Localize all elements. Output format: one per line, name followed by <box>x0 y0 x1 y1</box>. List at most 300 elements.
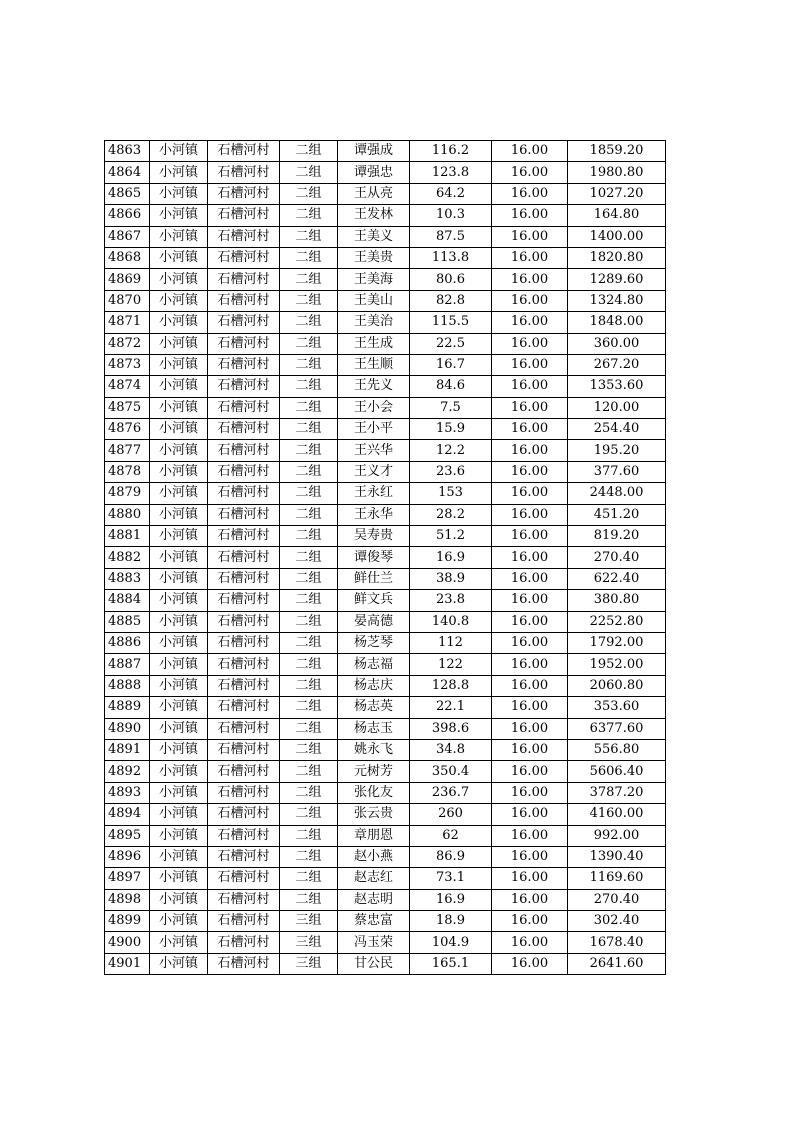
area-cell: 16.9 <box>410 547 492 568</box>
area-cell: 128.8 <box>410 675 492 696</box>
table-row <box>105 333 666 354</box>
name-cell: 王永红 <box>338 483 410 504</box>
name-cell: 王小平 <box>338 419 410 440</box>
area-cell: 112 <box>410 632 492 653</box>
village-cell: 石槽河村 <box>208 568 280 589</box>
row-number-cell: 4879 <box>105 483 150 504</box>
village-cell: 石槽河村 <box>208 739 280 760</box>
village-cell: 石槽河村 <box>208 654 280 675</box>
row-number-cell: 4873 <box>105 354 150 375</box>
row-number-cell: 4894 <box>105 804 150 825</box>
town-cell: 小河镇 <box>150 718 208 739</box>
group-cell: 二组 <box>280 654 338 675</box>
name-cell: 元树芳 <box>338 761 410 782</box>
town-cell: 小河镇 <box>150 269 208 290</box>
amount-cell: 622.40 <box>568 568 666 589</box>
name-cell: 王永华 <box>338 504 410 525</box>
village-cell: 石槽河村 <box>208 611 280 632</box>
town-cell: 小河镇 <box>150 162 208 183</box>
row-number-cell: 4881 <box>105 526 150 547</box>
amount-cell: 353.60 <box>568 697 666 718</box>
rate-cell: 16.00 <box>492 397 568 418</box>
rate-cell: 16.00 <box>492 141 568 162</box>
group-cell: 二组 <box>280 247 338 268</box>
rate-cell: 16.00 <box>492 825 568 846</box>
area-cell: 123.8 <box>410 162 492 183</box>
village-cell: 石槽河村 <box>208 526 280 547</box>
group-cell: 二组 <box>280 782 338 803</box>
group-cell: 三组 <box>280 932 338 953</box>
amount-cell: 1792.00 <box>568 632 666 653</box>
name-cell: 杨志庆 <box>338 675 410 696</box>
table-row <box>105 205 666 226</box>
amount-cell: 377.60 <box>568 461 666 482</box>
village-cell: 石槽河村 <box>208 504 280 525</box>
table-row <box>105 183 666 204</box>
table-row <box>105 162 666 183</box>
table-row <box>105 761 666 782</box>
name-cell: 张化友 <box>338 782 410 803</box>
group-cell: 二组 <box>280 440 338 461</box>
village-cell: 石槽河村 <box>208 440 280 461</box>
table-row <box>105 825 666 846</box>
name-cell: 蔡忠富 <box>338 911 410 932</box>
row-number-cell: 4887 <box>105 654 150 675</box>
town-cell: 小河镇 <box>150 675 208 696</box>
name-cell: 吴寿贵 <box>338 526 410 547</box>
name-cell: 王生成 <box>338 333 410 354</box>
group-cell: 二组 <box>280 226 338 247</box>
group-cell: 二组 <box>280 889 338 910</box>
rate-cell: 16.00 <box>492 461 568 482</box>
amount-cell: 195.20 <box>568 440 666 461</box>
table-row <box>105 611 666 632</box>
row-number-cell: 4893 <box>105 782 150 803</box>
amount-cell: 451.20 <box>568 504 666 525</box>
table-row <box>105 718 666 739</box>
row-number-cell: 4870 <box>105 290 150 311</box>
town-cell: 小河镇 <box>150 547 208 568</box>
group-cell: 二组 <box>280 312 338 333</box>
rate-cell: 16.00 <box>492 183 568 204</box>
village-cell: 石槽河村 <box>208 461 280 482</box>
area-cell: 73.1 <box>410 868 492 889</box>
amount-cell: 267.20 <box>568 354 666 375</box>
rate-cell: 16.00 <box>492 846 568 867</box>
area-cell: 122 <box>410 654 492 675</box>
amount-cell: 4160.00 <box>568 804 666 825</box>
rate-cell: 16.00 <box>492 526 568 547</box>
amount-cell: 1324.80 <box>568 290 666 311</box>
amount-cell: 1027.20 <box>568 183 666 204</box>
row-number-cell: 4895 <box>105 825 150 846</box>
rate-cell: 16.00 <box>492 419 568 440</box>
village-cell: 石槽河村 <box>208 312 280 333</box>
name-cell: 赵志明 <box>338 889 410 910</box>
area-cell: 7.5 <box>410 397 492 418</box>
row-number-cell: 4896 <box>105 846 150 867</box>
village-cell: 石槽河村 <box>208 397 280 418</box>
village-cell: 石槽河村 <box>208 354 280 375</box>
name-cell: 王美山 <box>338 290 410 311</box>
area-cell: 15.9 <box>410 419 492 440</box>
town-cell: 小河镇 <box>150 376 208 397</box>
amount-cell: 1820.80 <box>568 247 666 268</box>
row-number-cell: 4863 <box>105 141 150 162</box>
village-cell: 石槽河村 <box>208 632 280 653</box>
group-cell: 二组 <box>280 141 338 162</box>
village-cell: 石槽河村 <box>208 226 280 247</box>
village-cell: 石槽河村 <box>208 911 280 932</box>
area-cell: 84.6 <box>410 376 492 397</box>
rate-cell: 16.00 <box>492 911 568 932</box>
area-cell: 140.8 <box>410 611 492 632</box>
row-number-cell: 4885 <box>105 611 150 632</box>
row-number-cell: 4868 <box>105 247 150 268</box>
rate-cell: 16.00 <box>492 953 568 974</box>
table-row <box>105 354 666 375</box>
amount-cell: 1169.60 <box>568 868 666 889</box>
rate-cell: 16.00 <box>492 739 568 760</box>
amount-cell: 164.80 <box>568 205 666 226</box>
row-number-cell: 4900 <box>105 932 150 953</box>
village-cell: 石槽河村 <box>208 590 280 611</box>
group-cell: 二组 <box>280 590 338 611</box>
area-cell: 62 <box>410 825 492 846</box>
amount-cell: 5606.40 <box>568 761 666 782</box>
table-row <box>105 226 666 247</box>
group-cell: 二组 <box>280 290 338 311</box>
area-cell: 23.8 <box>410 590 492 611</box>
amount-cell: 302.40 <box>568 911 666 932</box>
area-cell: 82.8 <box>410 290 492 311</box>
table-row <box>105 376 666 397</box>
village-cell: 石槽河村 <box>208 290 280 311</box>
village-cell: 石槽河村 <box>208 868 280 889</box>
area-cell: 236.7 <box>410 782 492 803</box>
town-cell: 小河镇 <box>150 141 208 162</box>
group-cell: 二组 <box>280 162 338 183</box>
village-cell: 石槽河村 <box>208 205 280 226</box>
town-cell: 小河镇 <box>150 354 208 375</box>
table-row <box>105 290 666 311</box>
name-cell: 甘公民 <box>338 953 410 974</box>
rate-cell: 16.00 <box>492 675 568 696</box>
town-cell: 小河镇 <box>150 590 208 611</box>
area-cell: 165.1 <box>410 953 492 974</box>
name-cell: 赵小燕 <box>338 846 410 867</box>
rate-cell: 16.00 <box>492 504 568 525</box>
name-cell: 王先义 <box>338 376 410 397</box>
area-cell: 398.6 <box>410 718 492 739</box>
area-cell: 115.5 <box>410 312 492 333</box>
village-cell: 石槽河村 <box>208 761 280 782</box>
group-cell: 二组 <box>280 804 338 825</box>
rate-cell: 16.00 <box>492 333 568 354</box>
group-cell: 二组 <box>280 205 338 226</box>
name-cell: 晏高德 <box>338 611 410 632</box>
rate-cell: 16.00 <box>492 547 568 568</box>
group-cell: 二组 <box>280 761 338 782</box>
group-cell: 二组 <box>280 504 338 525</box>
town-cell: 小河镇 <box>150 889 208 910</box>
row-number-cell: 4865 <box>105 183 150 204</box>
name-cell: 鲜文兵 <box>338 590 410 611</box>
name-cell: 谭强成 <box>338 141 410 162</box>
group-cell: 二组 <box>280 376 338 397</box>
village-cell: 石槽河村 <box>208 333 280 354</box>
amount-cell: 1678.40 <box>568 932 666 953</box>
table-row <box>105 397 666 418</box>
name-cell: 鲜仕兰 <box>338 568 410 589</box>
rate-cell: 16.00 <box>492 761 568 782</box>
table-row <box>105 483 666 504</box>
rate-cell: 16.00 <box>492 782 568 803</box>
name-cell: 张云贵 <box>338 804 410 825</box>
town-cell: 小河镇 <box>150 419 208 440</box>
group-cell: 二组 <box>280 269 338 290</box>
table-row <box>105 675 666 696</box>
amount-cell: 1400.00 <box>568 226 666 247</box>
area-cell: 86.9 <box>410 846 492 867</box>
row-number-cell: 4874 <box>105 376 150 397</box>
name-cell: 王美贵 <box>338 247 410 268</box>
rate-cell: 16.00 <box>492 354 568 375</box>
rate-cell: 16.00 <box>492 932 568 953</box>
town-cell: 小河镇 <box>150 782 208 803</box>
village-cell: 石槽河村 <box>208 247 280 268</box>
town-cell: 小河镇 <box>150 290 208 311</box>
group-cell: 二组 <box>280 739 338 760</box>
town-cell: 小河镇 <box>150 568 208 589</box>
rate-cell: 16.00 <box>492 162 568 183</box>
rate-cell: 16.00 <box>492 205 568 226</box>
rate-cell: 16.00 <box>492 804 568 825</box>
rate-cell: 16.00 <box>492 590 568 611</box>
town-cell: 小河镇 <box>150 397 208 418</box>
area-cell: 18.9 <box>410 911 492 932</box>
amount-cell: 380.80 <box>568 590 666 611</box>
name-cell: 王生顺 <box>338 354 410 375</box>
town-cell: 小河镇 <box>150 846 208 867</box>
table-row <box>105 889 666 910</box>
amount-cell: 992.00 <box>568 825 666 846</box>
group-cell: 二组 <box>280 526 338 547</box>
row-number-cell: 4876 <box>105 419 150 440</box>
group-cell: 三组 <box>280 953 338 974</box>
row-number-cell: 4864 <box>105 162 150 183</box>
town-cell: 小河镇 <box>150 932 208 953</box>
table-row <box>105 269 666 290</box>
name-cell: 王美海 <box>338 269 410 290</box>
amount-cell: 2448.00 <box>568 483 666 504</box>
rate-cell: 16.00 <box>492 697 568 718</box>
village-cell: 石槽河村 <box>208 183 280 204</box>
table-row <box>105 526 666 547</box>
rate-cell: 16.00 <box>492 312 568 333</box>
rate-cell: 16.00 <box>492 247 568 268</box>
row-number-cell: 4867 <box>105 226 150 247</box>
row-number-cell: 4883 <box>105 568 150 589</box>
rate-cell: 16.00 <box>492 889 568 910</box>
area-cell: 64.2 <box>410 183 492 204</box>
row-number-cell: 4871 <box>105 312 150 333</box>
area-cell: 28.2 <box>410 504 492 525</box>
village-cell: 石槽河村 <box>208 141 280 162</box>
area-cell: 51.2 <box>410 526 492 547</box>
rate-cell: 16.00 <box>492 568 568 589</box>
amount-cell: 270.40 <box>568 889 666 910</box>
table-row <box>105 590 666 611</box>
group-cell: 二组 <box>280 333 338 354</box>
name-cell: 杨志玉 <box>338 718 410 739</box>
name-cell: 杨志福 <box>338 654 410 675</box>
table-row <box>105 247 666 268</box>
area-cell: 22.1 <box>410 697 492 718</box>
rate-cell: 16.00 <box>492 290 568 311</box>
village-cell: 石槽河村 <box>208 889 280 910</box>
table-row <box>105 654 666 675</box>
amount-cell: 556.80 <box>568 739 666 760</box>
group-cell: 二组 <box>280 461 338 482</box>
amount-cell: 1859.20 <box>568 141 666 162</box>
amount-cell: 819.20 <box>568 526 666 547</box>
row-number-cell: 4882 <box>105 547 150 568</box>
area-cell: 34.8 <box>410 739 492 760</box>
village-cell: 石槽河村 <box>208 782 280 803</box>
table-row <box>105 932 666 953</box>
village-cell: 石槽河村 <box>208 953 280 974</box>
table-row <box>105 868 666 889</box>
table-row <box>105 846 666 867</box>
group-cell: 二组 <box>280 483 338 504</box>
name-cell: 王美义 <box>338 226 410 247</box>
name-cell: 杨芝琴 <box>338 632 410 653</box>
group-cell: 二组 <box>280 568 338 589</box>
group-cell: 二组 <box>280 547 338 568</box>
row-number-cell: 4880 <box>105 504 150 525</box>
row-number-cell: 4899 <box>105 911 150 932</box>
area-cell: 16.7 <box>410 354 492 375</box>
rate-cell: 16.00 <box>492 654 568 675</box>
village-cell: 石槽河村 <box>208 483 280 504</box>
data-table <box>104 140 666 975</box>
row-number-cell: 4869 <box>105 269 150 290</box>
rate-cell: 16.00 <box>492 483 568 504</box>
group-cell: 二组 <box>280 397 338 418</box>
town-cell: 小河镇 <box>150 526 208 547</box>
rate-cell: 16.00 <box>492 226 568 247</box>
row-number-cell: 4872 <box>105 333 150 354</box>
name-cell: 冯玉荣 <box>338 932 410 953</box>
town-cell: 小河镇 <box>150 205 208 226</box>
table-row <box>105 632 666 653</box>
rate-cell: 16.00 <box>492 632 568 653</box>
area-cell: 87.5 <box>410 226 492 247</box>
town-cell: 小河镇 <box>150 953 208 974</box>
name-cell: 姚永飞 <box>338 739 410 760</box>
row-number-cell: 4892 <box>105 761 150 782</box>
town-cell: 小河镇 <box>150 440 208 461</box>
amount-cell: 1952.00 <box>568 654 666 675</box>
amount-cell: 1390.40 <box>568 846 666 867</box>
village-cell: 石槽河村 <box>208 675 280 696</box>
village-cell: 石槽河村 <box>208 547 280 568</box>
amount-cell: 1848.00 <box>568 312 666 333</box>
town-cell: 小河镇 <box>150 739 208 760</box>
area-cell: 113.8 <box>410 247 492 268</box>
village-cell: 石槽河村 <box>208 932 280 953</box>
area-cell: 116.2 <box>410 141 492 162</box>
group-cell: 二组 <box>280 825 338 846</box>
table-row <box>105 911 666 932</box>
area-cell: 80.6 <box>410 269 492 290</box>
amount-cell: 120.00 <box>568 397 666 418</box>
amount-cell: 3787.20 <box>568 782 666 803</box>
name-cell: 王小会 <box>338 397 410 418</box>
town-cell: 小河镇 <box>150 911 208 932</box>
amount-cell: 2641.60 <box>568 953 666 974</box>
group-cell: 二组 <box>280 697 338 718</box>
area-cell: 23.6 <box>410 461 492 482</box>
rate-cell: 16.00 <box>492 868 568 889</box>
table-row <box>105 782 666 803</box>
name-cell: 章朋恩 <box>338 825 410 846</box>
amount-cell: 270.40 <box>568 547 666 568</box>
amount-cell: 360.00 <box>568 333 666 354</box>
rate-cell: 16.00 <box>492 376 568 397</box>
town-cell: 小河镇 <box>150 312 208 333</box>
row-number-cell: 4866 <box>105 205 150 226</box>
amount-cell: 2060.80 <box>568 675 666 696</box>
name-cell: 赵志红 <box>338 868 410 889</box>
row-number-cell: 4886 <box>105 632 150 653</box>
area-cell: 22.5 <box>410 333 492 354</box>
table-row <box>105 440 666 461</box>
name-cell: 谭俊琴 <box>338 547 410 568</box>
group-cell: 二组 <box>280 354 338 375</box>
area-cell: 350.4 <box>410 761 492 782</box>
village-cell: 石槽河村 <box>208 269 280 290</box>
group-cell: 二组 <box>280 675 338 696</box>
village-cell: 石槽河村 <box>208 846 280 867</box>
table-row <box>105 461 666 482</box>
area-cell: 153 <box>410 483 492 504</box>
name-cell: 王美治 <box>338 312 410 333</box>
row-number-cell: 4890 <box>105 718 150 739</box>
amount-cell: 6377.60 <box>568 718 666 739</box>
group-cell: 二组 <box>280 611 338 632</box>
table-row <box>105 568 666 589</box>
town-cell: 小河镇 <box>150 183 208 204</box>
table-row <box>105 739 666 760</box>
rate-cell: 16.00 <box>492 269 568 290</box>
table-row <box>105 419 666 440</box>
amount-cell: 1353.60 <box>568 376 666 397</box>
area-cell: 38.9 <box>410 568 492 589</box>
amount-cell: 254.40 <box>568 419 666 440</box>
town-cell: 小河镇 <box>150 483 208 504</box>
group-cell: 二组 <box>280 718 338 739</box>
row-number-cell: 4891 <box>105 739 150 760</box>
group-cell: 二组 <box>280 846 338 867</box>
town-cell: 小河镇 <box>150 868 208 889</box>
town-cell: 小河镇 <box>150 632 208 653</box>
village-cell: 石槽河村 <box>208 718 280 739</box>
amount-cell: 1980.80 <box>568 162 666 183</box>
table-row <box>105 953 666 974</box>
town-cell: 小河镇 <box>150 333 208 354</box>
